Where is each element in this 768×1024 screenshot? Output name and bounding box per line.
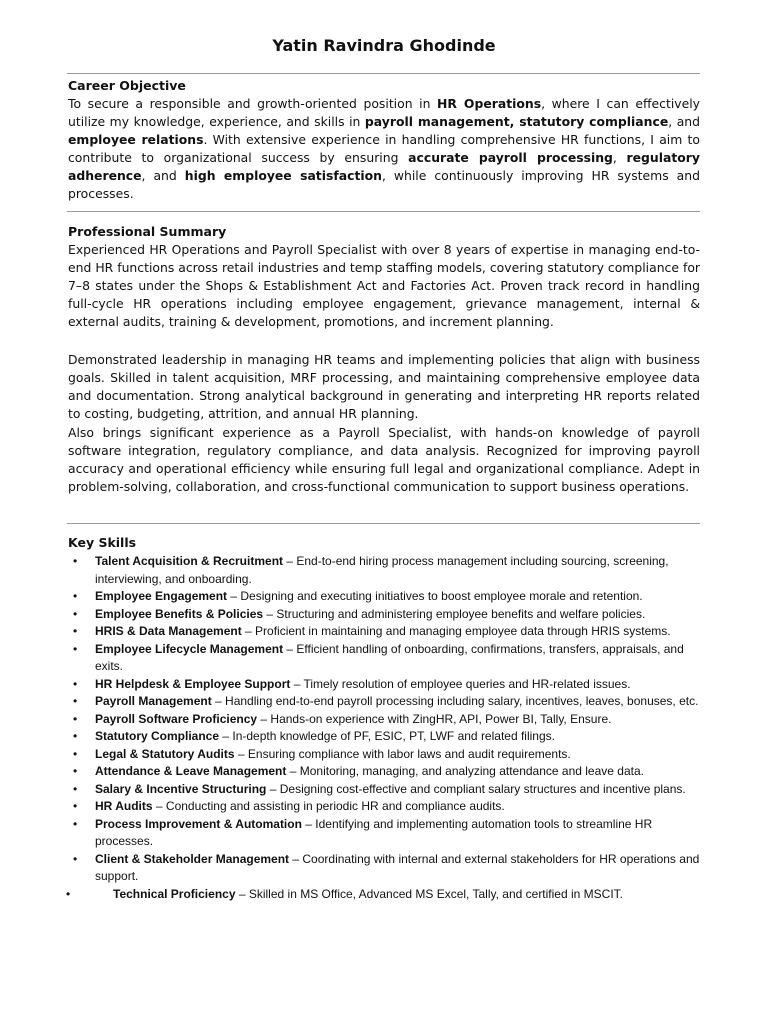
bullet-icon: • <box>73 781 78 796</box>
bullet-icon: • <box>73 816 78 831</box>
bullet-icon: • <box>73 711 78 726</box>
bullet-icon: • <box>73 694 78 708</box>
skill-item: • Payroll Management – Handling end-to-end payroll processing including salary, incentives, leaves, bonuses, etc. <box>68 693 708 711</box>
skills-list <box>68 553 708 903</box>
bullet-icon: • <box>73 676 78 691</box>
divider <box>67 73 700 74</box>
bullet-icon: • <box>73 624 78 638</box>
skill-item: • Process Improvement & Automation – Identifying and implementing automation tools to streamline HR processes. <box>73 816 653 848</box>
skill-item: • Talent Acquisition & Recruitment – End-to-end hiring process management including sourcing, screening, interviewing, and onboarding. <box>73 554 669 586</box>
skill-item: • HR Helpdesk & Employee Support – Timely resolution of employee queries and HR-related issues. <box>68 676 708 694</box>
professional-summary-heading: Professional Summary <box>68 224 227 239</box>
skill-item: • Technical Proficiency – Skilled in MS Office, Advanced MS Excel, Tally, and certified in MSCIT. <box>68 886 708 904</box>
divider <box>67 523 700 524</box>
skill-item: • HR Audits – Conducting and assisting in periodic HR and compliance audits. <box>68 798 708 816</box>
career-objective-heading: Career Objective <box>68 78 186 93</box>
skill-item: • Salary & Incentive Structuring – Designing cost-effective and compliant salary structures and incentive plans. <box>68 781 708 799</box>
bullet-icon: • <box>73 589 78 603</box>
bullet-icon: • <box>73 641 78 656</box>
summary-paragraph-1: Experienced HR Operations and Payroll Specialist with over 8 years of expertise in managing end-to-end HR functions across retail industries and temp staffing models, covering statutory compliance for 7–8 states under the Shops & Establishment Act and Factories Act. Proven track record in handling full-cycle HR operations including employee engagement, grievance management, internal & external audits, training & development, promotions, and increment planning. <box>68 242 700 330</box>
skill-item: • Payroll Software Proficiency – Hands-on experience with ZingHR, API, Power BI, Tally, Ensure. <box>68 711 708 729</box>
bullet-icon: • <box>73 554 78 568</box>
key-skills-heading: Key Skills <box>68 535 137 550</box>
skill-item: • Employee Engagement – Designing and executing initiatives to boost employee morale and retention. <box>68 588 708 606</box>
skill-item: • Attendance & Leave Management – Monitoring, managing, and analyzing attendance and leave data. <box>68 763 708 781</box>
bullet-icon: • <box>73 851 78 866</box>
bullet-icon: • <box>73 606 78 621</box>
summary-paragraph-3: Also brings significant experience as a Payroll Specialist, with hands-on knowledge of payroll software integration, regulatory compliance, and data analysis. Recognized for improving payroll accuracy and operational efficiency while ensuring full legal and organizational compliance. Adept in problem-solving, collaboration, and cross-functional communication to support business operations. <box>68 425 700 495</box>
career-objective-text: To secure a responsible and growth-oriented position in HR Operations, where I can effectively utilize my knowledge, experience, and skills in payroll management, statutory compliance, and employee relations. With extensive experience in handling comprehensive HR functions, I aim to contribute to organizational success by ensuring accurate payroll processing, regulatory adherence, and high employee satisfaction, while continuously improving HR systems and processes. <box>68 96 700 202</box>
bullet-icon: • <box>66 886 71 901</box>
candidate-name: Yatin Ravindra Ghodinde <box>272 36 496 55</box>
skill-item: • Employee Benefits & Policies – Structuring and administering employee benefits and welfare policies. <box>68 606 708 624</box>
bullet-icon: • <box>73 729 78 743</box>
skill-item: • HRIS & Data Management – Proficient in maintaining and managing employee data through HRIS systems. <box>68 623 708 641</box>
bullet-icon: • <box>73 746 78 761</box>
bullet-icon: • <box>73 799 78 813</box>
skill-item: • Client & Stakeholder Management – Coordinating with internal and external stakeholders for HR operations and support. <box>73 851 700 883</box>
skill-item: • Statutory Compliance – In-depth knowledge of PF, ESIC, PT, LWF and related filings. <box>68 728 708 746</box>
bullet-icon: • <box>73 764 78 778</box>
skill-item: • Legal & Statutory Audits – Ensuring compliance with labor laws and audit requirements. <box>68 746 708 764</box>
summary-paragraph-2: Demonstrated leadership in managing HR teams and implementing policies that align with business goals. Skilled in talent acquisition, MRF processing, and maintaining comprehensive employee data and documentation. Strong analytical background in generating and interpreting HR reports related to costing, budgeting, attrition, and annual HR planning. <box>68 352 700 422</box>
skill-item: • Employee Lifecycle Management – Efficient handling of onboarding, confirmations, transfers, appraisals, and exits. <box>73 641 684 673</box>
divider <box>67 211 700 212</box>
